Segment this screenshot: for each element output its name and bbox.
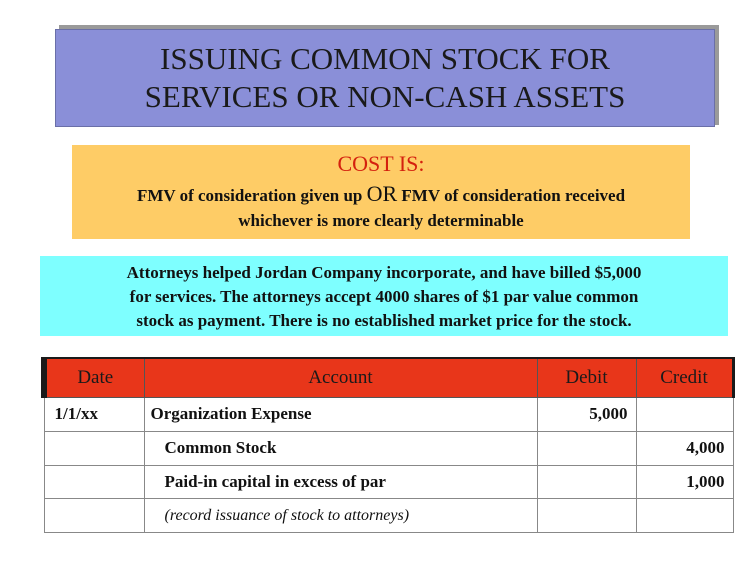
row-memo: (record issuance of stock to attorneys) (144, 499, 537, 533)
scenario-line-3: stock as payment. There is no established market price for the stock. (136, 311, 632, 330)
row-date (44, 499, 144, 533)
row-account: Organization Expense (144, 398, 537, 432)
row-credit: 1,000 (636, 465, 733, 499)
scenario-line-1: Attorneys helped Jordan Company incorporate, and have billed $5,000 (126, 263, 642, 282)
scenario-box (40, 256, 728, 336)
journal-header-row (44, 358, 733, 398)
row-account: Paid-in capital in excess of par (144, 465, 537, 499)
cost-note: whichever is more clearly determinable (238, 211, 524, 230)
table-row (44, 398, 733, 432)
slide-title-line-1: ISSUING COMMON STOCK FOR (160, 41, 610, 76)
header-debit: Debit (537, 358, 636, 398)
row-debit: 5,000 (537, 398, 636, 432)
row-date (44, 431, 144, 465)
row-credit (636, 398, 733, 432)
row-debit (537, 499, 636, 533)
row-account: Common Stock (144, 431, 537, 465)
header-account: Account (144, 358, 537, 398)
cost-or: OR (366, 181, 398, 206)
header-date: Date (44, 358, 144, 398)
slide-title-line-2: SERVICES OR NON-CASH ASSETS (144, 79, 626, 114)
table-row (44, 499, 733, 533)
row-debit (537, 465, 636, 499)
journal-entry-table (41, 357, 735, 533)
cost-heading: COST IS: (337, 151, 425, 176)
cost-definition-box (72, 145, 690, 239)
header-credit: Credit (636, 358, 733, 398)
row-credit: 4,000 (636, 431, 733, 465)
cost-received: FMV of consideration received (401, 186, 626, 205)
row-date: 1/1/xx (44, 398, 144, 432)
cost-given-up: FMV of consideration given up (136, 186, 363, 205)
cost-rule (72, 182, 690, 208)
table-row (44, 431, 733, 465)
table-row (44, 465, 733, 499)
scenario-line-2: for services. The attorneys accept 4000 shares of $1 par value common (129, 287, 639, 306)
row-date (44, 465, 144, 499)
row-debit (537, 431, 636, 465)
slide-title (55, 29, 715, 127)
row-credit (636, 499, 733, 533)
